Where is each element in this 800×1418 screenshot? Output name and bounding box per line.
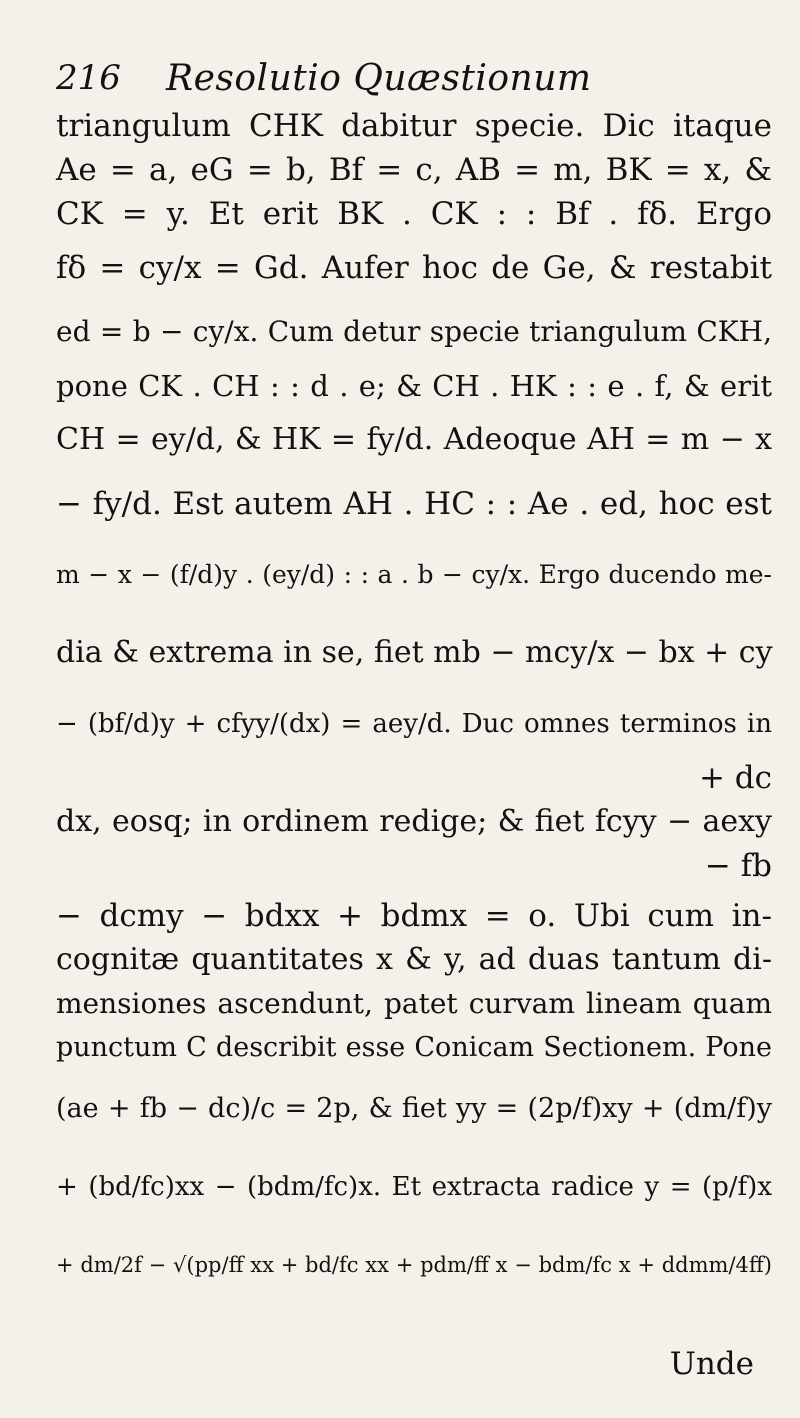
text-line: (ae + fb − dc)/c = 2p, & fiet yy = (2p/f)xy + (dm/f)y [56,1093,772,1124]
text-line: CH = ey/d, & HK = fy/d. Adeoque AH = m − x [56,422,772,457]
text-line: Ae = a, eG = b, Bf = c, AB = m, BK = x, & [56,152,772,188]
text-line: mensiones ascendunt, patet curvam lineam quam [56,987,772,1020]
text-line: triangulum CHK dabitur specie. Dic itaque [56,108,772,144]
text-line: pone CK . CH : : d . e; & CH . HK : : e . f, & erit [56,369,772,403]
text-line: + dm/2f − √(pp/ff xx + bd/fc xx + pdm/ff x − bdm/fc x + ddmm/4ff) [56,1253,772,1277]
running-title: Resolutio Quæstionum [166,58,592,99]
text-line: − fb [704,848,772,884]
text-line: dx, eosq; in ordinem redige; & fiet fcyy − aexy [56,804,772,839]
page-header [56,58,750,98]
text-line: + (bd/fc)xx − (bdm/fc)x. Et extracta radice y = (p/f)x [56,1172,772,1202]
text-line: fδ = cy/x = Gd. Aufer hoc de Ge, & restabit [56,250,772,286]
text-line: − fy/d. Est autem AH . HC : : Ae . ed, hoc est [56,486,772,522]
body-text [56,104,772,1304]
text-line: cognitæ quantitates x & y, ad duas tantum di- [56,942,772,977]
catchword: Unde [669,1346,754,1382]
text-line: − dcmy − bdxx + bdmx = o. Ubi cum in- [56,898,772,934]
text-line: dia & extrema in se, fiet mb − mcy/x − bx + cy [56,635,773,670]
text-line: m − x − (f/d)y . (ey/d) : : a . b − cy/x. Ergo ducendo me- [56,560,772,589]
text-line: ed = b − cy/x. Cum detur specie triangulum CKH, [56,315,772,348]
text-line: punctum C describit esse Conicam Sectionem. Pone [56,1032,772,1063]
text-line: CK = y. Et erit BK . CK : : Bf . fδ. Ergo [56,196,772,232]
text-line: + dc [698,760,772,796]
text-line: − (bf/d)y + cfyy/(dx) = aey/d. Duc omnes terminos in [56,709,772,739]
page-number: 216 [56,58,121,98]
